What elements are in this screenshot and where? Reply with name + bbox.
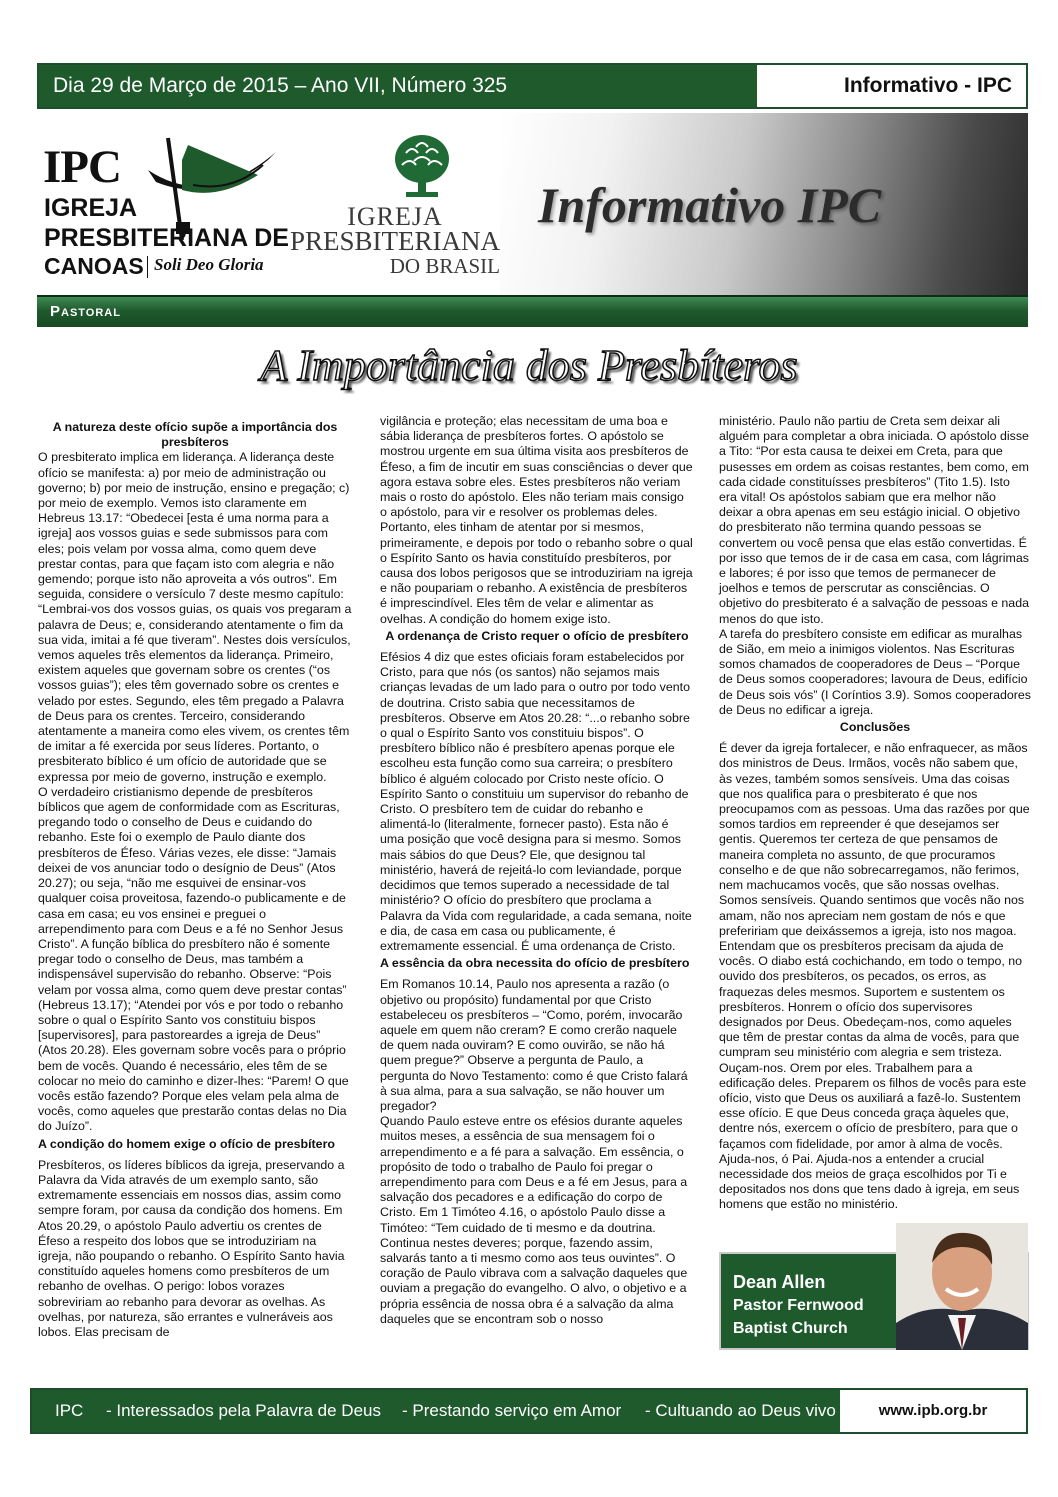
paragraph: Quando Paulo esteve entre os efésios durante aqueles muitos meses, a essência de sua mensagem foi o arrependimento e a fé para a salvação. Em essência, o propósito de todo o trabalho de Paulo foi pregar o arrependimento para com Deus e a fé em Jesus, para a salvação dos pecadores e a edificação do corpo de Cristo. Em 1 Timóteo 4.16, o apóstolo Paulo disse a Timóteo: “Tem cuidado de ti mesmo e da doutrina. Continua nestes deveres; porque, fazendo assim, salvarás tanto a ti mesmo como aos teus ouvintes”. O coração de Paulo vibrava com a salvação daqueles que ouviam a pregação do evangelho. O alvo, o objetivo e a própria essência de nossa obra é a salvação da alma daqueles que se encontram sob o nosso	[380, 1114, 688, 1326]
paragraph: ministério. Paulo não partiu de Creta sem deixar ali alguém para completar a obra iniciada. O apóstolo disse a Tito: “Por esta causa te deixei em Creta, para que pusesses em ordem as coisas restantes, bem como, em cada cidade constituísses presbíteros” (Tito 1.5). Isto era vital! Os apóstolos sabiam que era melhor não deixar a obra apenas em seu estágio inicial. O objetivo do presbiterato não termina quando pessoas se convertem ou você pensa que elas estão convertidas. É por isso que temos de ir de casa em casa, com lágrimas e labores; é por isso que temos de permanecer de joelhos e temos de perscrutar as consciências. O objetivo do presbiterato é a salvação de pessoas e nada menos do que isto.	[719, 414, 1029, 626]
ipc-logo-line2: PRESBITERIANA DE	[44, 224, 289, 252]
footer-item-1: - Interessados pela Palavra de Deus	[106, 1401, 381, 1420]
publication-label: Informativo - IPC	[843, 74, 1012, 97]
ipc-logo-line3: CANOAS	[44, 253, 144, 279]
author-name: Dean Allen	[733, 1272, 826, 1292]
section-heading: A ordenança de Cristo requer o ofício de presbítero	[385, 628, 689, 643]
paragraph: Em Romanos 10.14, Paulo nos apresenta a razão (o objetivo ou propósito) fundamental por que Cristo estabeleceu os presbíteros – “Como, porém, invocarão aquele em quem não creram? E como crerão naquele de quem nada ouviram? E como ouvirão, se não há quem pregue?” Observe a pergunta de Paulo, a pergunta do Novo Testamento: como é que Cristo falará à sua alma, para a sua salvação, se não houver um pregador?	[380, 977, 688, 1113]
author-church: Baptist Church	[733, 1320, 848, 1337]
ipc-logo-line1: IGREJA	[44, 194, 138, 222]
paragraph: vigilância e proteção; elas necessitam de uma boa e sábia liderança de presbíteros fortes. O apóstolo se mostrou urgente em sua última visita aos presbíteros de Éfeso, a fim de incutir em suas consciências o dever que agora estava sobre eles. Estes presbíteros não veriam mais o rosto do apóstolo. Eles não teriam mais consigo o apóstolo, para vir e resolver os problemas deles. Portanto, eles tinham de atentar por si mesmos, primeiramente, e depois por todo o rebanho sobre o qual o Espírito Santo os havia constituído presbíteros, por causa dos lobos perigosos que se introduziriam na igreja e não poupariam o rebanho. A existência de presbíteros é imprescindível. Eles têm de velar e alimentar as ovelhas. A condição do homem exige isto.	[380, 414, 693, 626]
banner-title: Informativo IPC	[538, 177, 882, 233]
paragraph: Presbíteros, os líderes bíblicos da igreja, preservando a Palavra da Vida através de um exemplo santo, são extremamente essenciais em nossos dias, assim como sempre foram, por causa da condição dos homens. Em Atos 20.29, o apóstolo Paulo advertiu os crentes de Éfeso a respeito dos lobos que se introduziriam na igreja, não poupando o rebanho. O Espírito Santo havia constituído aqueles homens como presbíteros de um rebanho de ovelhas. O perigo: lobos vorazes sobreviriam ao rebanho para devorar as ovelhas. As ovelhas, por natureza, são errantes e vulneráveis aos lobos. Elas precisam de	[38, 1157, 345, 1339]
ipb-logo-line3: DO BRASIL	[389, 254, 500, 278]
paragraph: O presbiterato implica em liderança. A liderança deste ofício se manifesta: a) por meio de administração ou governo; b) por meio de instrução, ensino e pregação; c) por meio de exemplo. Vemos isto claramente em Hebreus 13.17: “Obedecei [esta é uma norma para a igreja] aos vossos guias e sede submissos para com eles; pois velam por vossa alma, como quem deve prestar contas, para que façam isto com alegria e não gemendo; porque isto não aproveita a vós outros”. Em seguida, considere o versículo 7 deste mesmo capítulo: “Lembrai-vos dos vossos guias, os quais vos pregaram a palavra de Deus; e, considerando atentamente o fim da sua vida, imitai a fé que tiveram”. Nestes dois versículos, vemos aqueles três elementos da liderança. Primeiro, existem aqueles que governam sobre os crentes (“os vossos guias”); eles têm governado sobre os crentes e velado por estes. Segundo, eles têm pregado a Palavra de Deus para os crentes. Terceiro, considerando atentamente a maneira como eles vivem, os crentes têm de imitar a fé exercida por seus líderes. Portanto, o presbiterato bíblico é um ofício de autoridade que se expressa por meio de governo, instrução e exemplo.	[38, 450, 352, 784]
article-column-2	[380, 414, 694, 1327]
section-heading: A essência da obra necessita do ofício de presbítero	[380, 956, 690, 971]
paragraph: A tarefa do presbítero consiste em edificar as muralhas de Sião, em meio a inimigos violentos. Nas Escrituras somos chamados de cooperadores de Deus – “Porque de Deus somos cooperadores; lavoura de Deus, edifício de Deus sois vós” (I Coríntios 3.9). Somos cooperadores de Deus no edificar a igreja.	[719, 626, 1031, 717]
paragraph: Efésios 4 diz que estes oficiais foram estabelecidos por Cristo, para que nós (os santos) não sejamos mais crianças levadas de um lado para o outro por todo vento de doutrina. Cristo sabia que necessitamos de presbíteros. Observe em Atos 20.28: “...o rebanho sobre o qual o Espírito Santo vos constituiu bispos”. O presbítero bíblico não é presbítero apenas porque ele escolheu esta função como sua carreira; o presbítero bíblico é alguém colocado por Cristo neste ofício. O Espírito Santo o constituiu um supervisor do rebanho de Cristo. O presbítero tem de cuidar do rebanho e alimentá-lo (literalmente, fornecer pasto). Esta não é uma posição que você designa para si mesmo. Somos mais sábios do que Deus? Ele, que designou tal ministério, haverá de rejeitá-lo com leviandade, porque decidimos que temos superado a necessidade de tal ministério? O ofício do presbítero que proclama a Palavra da Vida com regularidade, a cada semana, noite e dia, de casa em casa ou publicamente, é extremamente essencial. É uma ordenança de Cristo.	[380, 650, 692, 953]
article-title: A Importância dos Presbíteros	[260, 341, 798, 390]
article-column-3	[719, 414, 1031, 1213]
ipb-logo-line2: PRESBITERIANA	[290, 226, 501, 256]
issue-date: Dia 29 de Março de 2015 – Ano VII, Número 325	[39, 65, 757, 107]
footer-ipc: IPC	[55, 1401, 84, 1420]
website-link[interactable]: www.ipb.org.br	[878, 1402, 988, 1419]
author-role: Pastor Fernwood	[733, 1297, 864, 1314]
article-column-1	[38, 420, 352, 1340]
ipb-logo-line1: IGREJA	[347, 202, 443, 231]
ipc-motto: Soli Deo Gloria	[154, 255, 264, 274]
section-label: Pastoral	[50, 303, 121, 320]
logo-separator	[147, 256, 148, 278]
ipb-tree-icon	[392, 133, 452, 198]
ipc-logo-abbr: IPC	[43, 141, 121, 193]
footer-item-3: - Cultuando ao Deus vivo	[645, 1401, 836, 1420]
section-heading: A natureza deste ofício supõe a importância dos presbíteros	[52, 420, 338, 450]
section-bar	[37, 295, 1028, 327]
author-photo	[896, 1223, 1028, 1350]
paragraph: É dever da igreja fortalecer, e não enfraquecer, as mãos dos ministros de Deus. Irmãos, vocês não sabem que, às vezes, também somos sensíveis. Uma das coisas que nos qualifica para o presbiterato é que nos preocupamos com as pessoas. Uma das razões por que somos tardios em repreender é que desejamos ser gentis. Queremos ter certeza de que pensamos de maneira completa no assunto, de que procuramos conselho e de que não sobrecarregamos, não ferimos, nem machucamos vocês, que são nossas ovelhas. Somos sensíveis. Quando sentimos que vocês não nos amam, não nos apreciam nem gostam de nós e que prefeririam que deixássemos a igreja, isto nos magoa. Entendam que os presbíteros precisam da ajuda de vocês. O diabo está cochichando, em todo o tempo, no ouvido dos presbíteros, os pecados, os erros, as fraquezas deles mesmos. Suportem e sustentem os presbíteros. Honrem o ofício dos supervisores designados por Deus. Obedeçam-nos, como aqueles que têm de prestar contas da alma de vocês, para que cumpram seu ministério com alegria e sem tristeza. Ouçam-nos. Orem por eles. Trabalhem para a edificação deles. Preparem os filhos de vocês para este ofício, visto que Deus os auxiliará a fazê-lo. Sustentem esse ofício. E que Deus conceda graça àqueles que, dentre nós, exercem o ofício de presbítero, para que o façamos com fidelidade, por amor à alma de vocês. Ajuda-nos, ó Pai. Ajuda-nos a entender a crucial necessidade dos meios de graça escolhidos por Ti e depositados nos dons que tens dado à igreja, em seus homens que estão no ministério.	[719, 741, 1030, 1212]
section-heading: Conclusões	[839, 720, 911, 735]
footer-item-2: - Prestando serviço em Amor	[402, 1401, 622, 1420]
section-heading: A condição do homem exige o ofício de presbítero	[38, 1136, 335, 1151]
paragraph: O verdadeiro cristianismo depende de presbíteros bíblicos que agem de conformidade com as Escrituras, pregando todo o conselho de Deus e cuidando do rebanho. Este foi o exemplo de Paulo diante dos presbíteros de Éfeso. Várias vezes, ele disse: “Jamais deixei de vos anunciar todo o desígnio de Deus” (Atos 20.27); ou seja, “não me esquivei de ensinar-vos qualquer coisa proveitosa, fazendo-o publicamente e de casa em casa; eu vos ensinei e preguei o arrependimento para com Deus e a fé no Senhor Jesus Cristo”. A função bíblica do presbítero não é somente pregar todo o conselho de Deus, mas também a indispensável supervisão do rebanho. Observe: “Pois velam por vossa alma, como quem deve prestar contas” (Hebreus 13.17); “Atendei por vós e por todo o rebanho sobre o qual o Espírito Santo vos constituiu bispos [supervisores], para pastoreardes a igreja de Deus” (Atos 20.28). Eles governam sobre vocês para o próprio bem de vocês. Quando é necessário, eles têm de se colocar no meio do caminho e dizer-lhes: “Parem! O que vocês estão fazendo? Porque eles velam pela alma de vocês, como aqueles que prestarão contas delas no Dia do Juízo”.	[38, 784, 349, 1134]
